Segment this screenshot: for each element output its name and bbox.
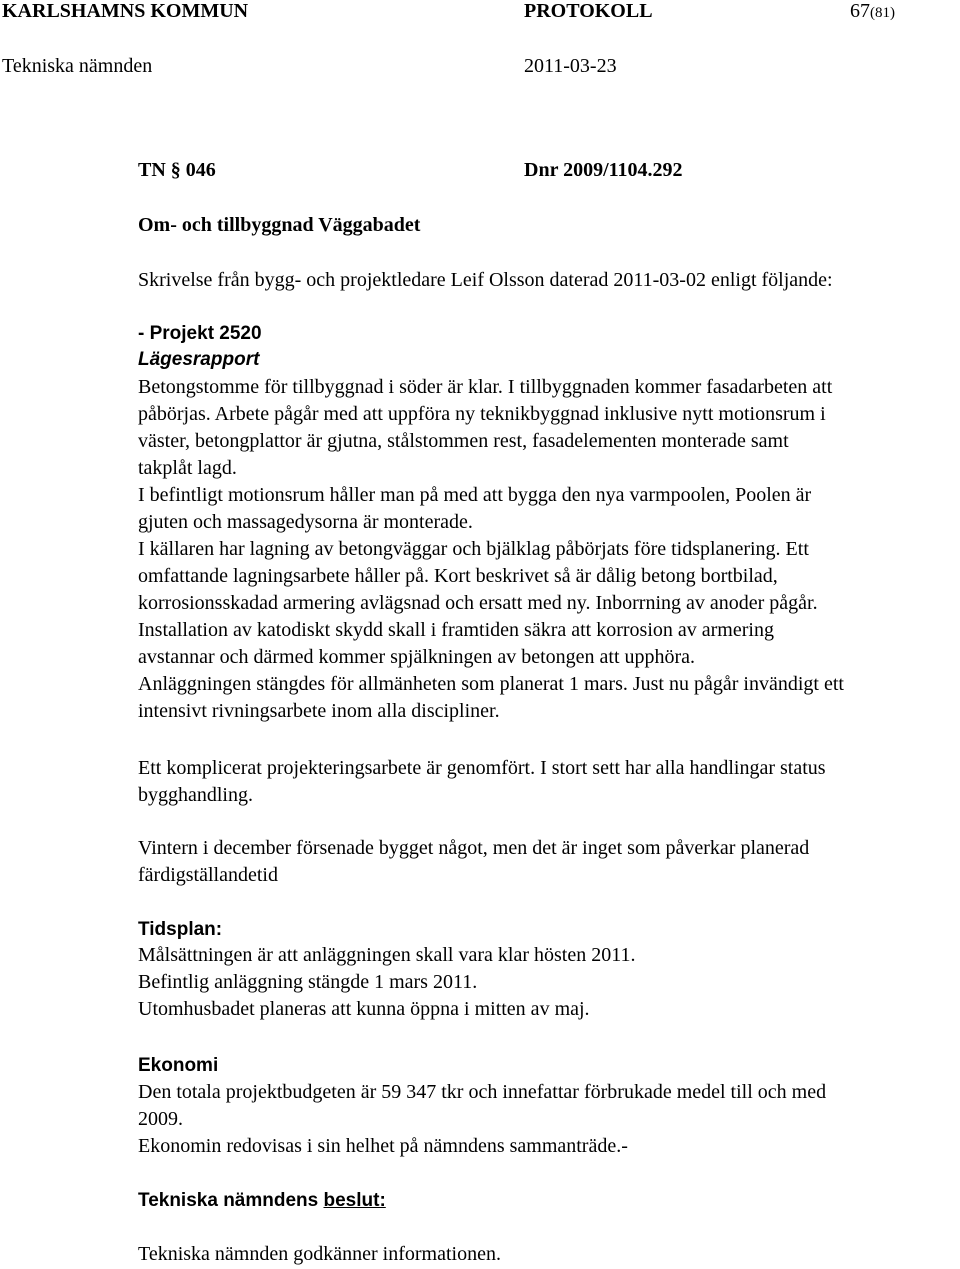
status-line: I befintligt motionsrum håller man på med att bygga den nya varmpoolen, Poolen är xyxy=(138,484,812,506)
decision-text: Tekniska nämnden godkänner informationen. xyxy=(138,1243,501,1265)
winter-line: färdigställandetid xyxy=(138,864,278,886)
meeting-date: 2011-03-23 xyxy=(524,55,617,77)
winter-line: Vintern i december försenade bygget något, men det är inget som påverkar planerad xyxy=(138,837,810,859)
economy-line: Ekonomin redovisas i sin helhet på nämndens sammanträde.- xyxy=(138,1135,628,1157)
design-paragraph xyxy=(138,755,960,809)
economy-line: Den totala projektbudgeten är 59 347 tkr och innefattar förbrukade medel till och med xyxy=(138,1081,827,1103)
economy-heading: Ekonomi xyxy=(138,1055,219,1076)
case-number: TN § 046 xyxy=(138,159,216,181)
design-line: bygghandling. xyxy=(138,784,253,806)
schedule-body xyxy=(138,942,960,1023)
status-line: intensivt rivningsarbete inom alla discipliner. xyxy=(138,700,500,722)
page-number xyxy=(850,0,895,27)
schedule-line: Utomhusbadet planeras att kunna öppna i mitten av maj. xyxy=(138,998,590,1020)
status-line: avstannar och därmed kommer spjälkningen av betongen att upphöra. xyxy=(138,646,696,668)
page-number-current: 67 xyxy=(850,0,870,22)
design-line: Ett komplicerat projekteringsarbete är genomfört. I stort sett har alla handlingar status xyxy=(138,757,826,779)
status-line: väster, betongplattor är gjutna, stålstommen rest, fasadelementen monterade samt xyxy=(138,430,789,452)
status-line: takplåt lagd. xyxy=(138,457,237,479)
decision-heading-prefix: Tekniska nämndens xyxy=(138,1190,324,1211)
status-line: I källaren har lagning av betongväggar och bjälklag påbörjats före tidsplanering. Ett xyxy=(138,538,809,560)
status-report-body xyxy=(138,374,960,725)
status-line: Installation av katodiskt skydd skall i framtiden säkra att korrosion av armering xyxy=(138,619,774,641)
status-line: Betongstomme för tillbyggnad i söder är klar. I tillbyggnaden kommer fasadarbeten att xyxy=(138,376,833,398)
status-line: påbörjas. Arbete pågår med att uppföra ny teknikbyggnad inklusive nytt motionsrum i xyxy=(138,403,826,425)
case-dnr: Dnr 2009/1104.292 xyxy=(524,159,683,181)
project-label-text: - Projekt 2520 xyxy=(138,323,262,344)
page-number-total: (81) xyxy=(870,5,895,21)
status-line: omfattande lagningsarbete håller på. Kort beskrivet så är dålig betong bortbilad, xyxy=(138,565,778,587)
economy-line: 2009. xyxy=(138,1108,183,1130)
case-intro: Skrivelse från bygg- och projektledare Leif Olsson daterad 2011-03-02 enligt följande: xyxy=(138,269,833,291)
status-line: gjuten och massagedysorna är monterade. xyxy=(138,511,473,533)
schedule-heading: Tidsplan: xyxy=(138,919,223,940)
document-type: PROTOKOLL xyxy=(524,0,653,22)
economy-body xyxy=(138,1079,960,1160)
decision-heading xyxy=(138,1187,386,1214)
decision-heading-underlined: beslut: xyxy=(323,1190,386,1211)
winter-paragraph xyxy=(138,835,960,889)
committee-name: Tekniska nämnden xyxy=(2,55,153,77)
status-report-heading: Lägesrapport xyxy=(138,349,260,370)
schedule-line: Befintlig anläggning stängde 1 mars 2011. xyxy=(138,971,478,993)
status-line: Anläggningen stängdes för allmänheten som planerat 1 mars. Just nu pågår invändigt ett xyxy=(138,673,844,695)
project-label xyxy=(138,320,262,347)
schedule-line: Målsättningen är att anläggningen skall vara klar hösten 2011. xyxy=(138,944,636,966)
status-line: korrosionsskadad armering avlägsnad och ersatt med ny. Inborrning av anoder pågår. xyxy=(138,592,818,614)
municipality-name: KARLSHAMNS KOMMUN xyxy=(2,0,249,22)
case-title: Om- och tillbyggnad Väggabadet xyxy=(138,214,421,236)
